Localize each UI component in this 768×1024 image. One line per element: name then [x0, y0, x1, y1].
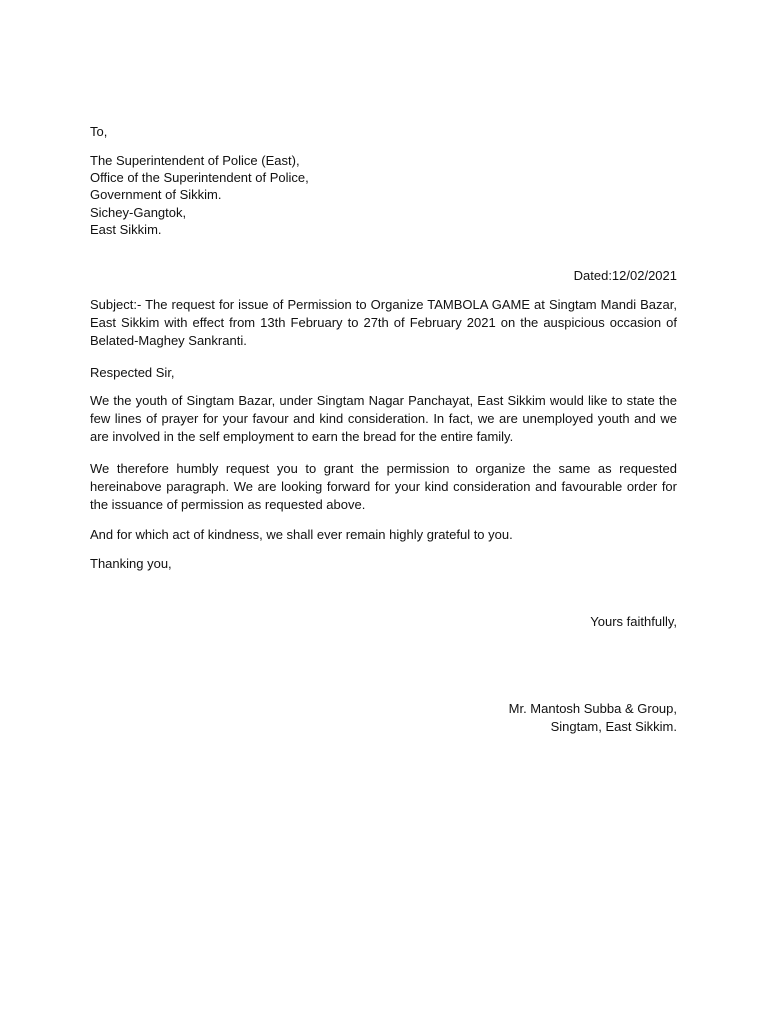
recipient-line-4: Sichey-Gangtok,	[90, 204, 187, 220]
recipient-line-3: Government of Sikkim.	[90, 187, 222, 203]
thanks-line: Thanking you,	[90, 556, 172, 571]
subject-paragraph: Subject:- The request for issue of Permission to Organize TAMBOLA GAME at Singtam Mandi Bazar, East Sikkim with effect from 13th February to 27th of February 2021 on the auspicious occasion of Belated-Maghey Sankranti.	[90, 297, 677, 348]
closing-line: Yours faithfully,	[590, 614, 677, 629]
recipient-address	[90, 152, 309, 238]
body-paragraph-3: And for which act of kindness, we shall ever remain highly grateful to you.	[90, 527, 513, 542]
body-paragraph-2: We therefore humbly request you to grant the permission to organize the same as requested hereinabove paragraph. We are looking forward for your kind consideration and favourable order for the issuance of permission as requested above.	[90, 461, 677, 512]
recipient-line-2: Office of the Superintendent of Police,	[90, 170, 309, 186]
greeting: Respected Sir,	[90, 365, 175, 380]
body-paragraph-1: We the youth of Singtam Bazar, under Singtam Nagar Panchayat, East Sikkim would like to state the few lines of prayer for your favour and kind consideration. In fact, we are unemployed youth and we are involved in the self employment to earn the bread for the entire family.	[90, 393, 677, 444]
letter-date: Dated:12/02/2021	[573, 268, 677, 283]
signature-block	[509, 700, 677, 736]
recipient-line-1: The Superintendent of Police (East),	[90, 153, 300, 168]
salutation-to: To,	[90, 124, 108, 139]
recipient-line-5: East Sikkim.	[90, 221, 162, 237]
signature-name: Mr. Mantosh Subba & Group,	[508, 701, 677, 716]
signature-place: Singtam, East Sikkim.	[550, 719, 677, 734]
